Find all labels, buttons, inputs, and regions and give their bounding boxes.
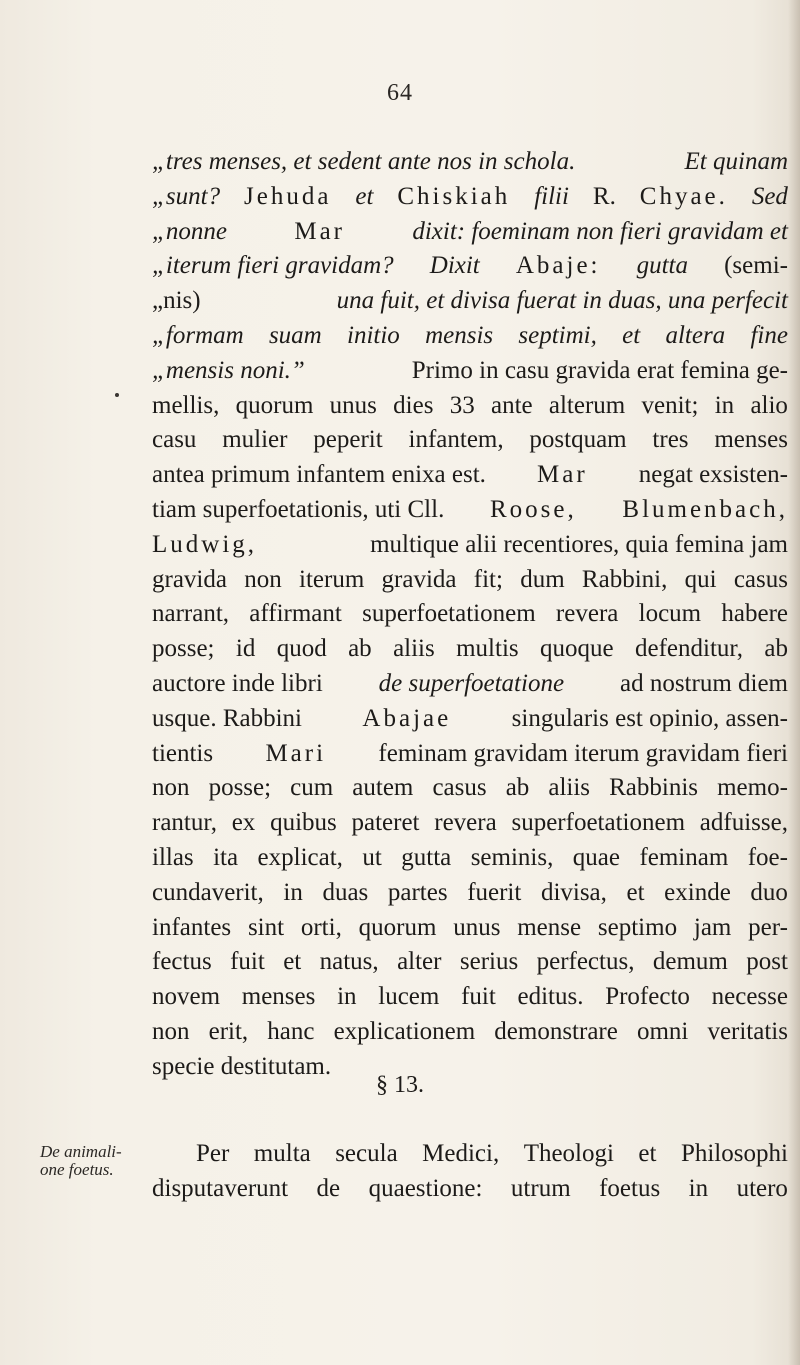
word: divisa, bbox=[540, 878, 607, 906]
text-segment: tientis bbox=[152, 739, 214, 767]
word: Rabbinis bbox=[609, 774, 699, 802]
word: 33 bbox=[449, 391, 475, 419]
text-segment bbox=[152, 844, 788, 872]
margin-dot bbox=[115, 393, 119, 397]
paragraph-main bbox=[152, 148, 788, 1088]
word: unus bbox=[329, 391, 377, 419]
text-segment: Roose, bbox=[489, 495, 577, 523]
text-segment bbox=[152, 774, 788, 802]
word: Philosophi bbox=[680, 1140, 788, 1167]
text-segment: Chyae. bbox=[639, 182, 728, 210]
word: pateret bbox=[351, 809, 420, 837]
word: autem bbox=[352, 774, 414, 802]
text-segment bbox=[152, 1018, 788, 1046]
word: aliis bbox=[393, 635, 435, 663]
text-line bbox=[152, 983, 788, 1018]
text-line bbox=[152, 461, 788, 496]
text-line bbox=[152, 218, 788, 253]
word: non bbox=[152, 1017, 190, 1045]
text-segment: antea primum infantem enixa est. bbox=[152, 461, 486, 489]
text-line bbox=[152, 879, 788, 914]
word: alterum bbox=[548, 391, 626, 419]
text-segment: „nis) bbox=[152, 287, 201, 315]
word: non bbox=[152, 774, 190, 802]
word: serius bbox=[459, 948, 519, 976]
word: suam bbox=[268, 321, 322, 349]
word: defenditur, bbox=[634, 635, 743, 663]
word: de bbox=[316, 1174, 341, 1202]
text-line bbox=[152, 774, 788, 809]
text-segment: Mar bbox=[537, 461, 588, 489]
word: erit, bbox=[208, 1017, 249, 1045]
word: dies bbox=[393, 391, 434, 419]
word: multa bbox=[253, 1140, 311, 1167]
word: perfectus, bbox=[536, 948, 635, 976]
word: in bbox=[688, 1174, 709, 1202]
word: utero bbox=[736, 1174, 788, 1202]
word: altera bbox=[665, 321, 726, 349]
word: necesse bbox=[711, 983, 788, 1011]
section-heading: § 13. bbox=[376, 1072, 424, 1098]
text-line bbox=[152, 287, 788, 322]
text-segment: multique alii recentiores, quia femina jam bbox=[370, 530, 788, 558]
word: duo bbox=[750, 878, 788, 906]
word: casus bbox=[432, 774, 487, 802]
word: ex bbox=[231, 809, 256, 837]
text-line bbox=[152, 1140, 788, 1175]
word: casu bbox=[152, 426, 197, 454]
word: affirmant bbox=[249, 600, 342, 628]
word: Theologi bbox=[523, 1140, 614, 1167]
word: ab bbox=[348, 635, 372, 663]
text-line bbox=[152, 740, 788, 775]
text-line bbox=[152, 148, 788, 183]
text-segment bbox=[152, 426, 788, 454]
word: mensis bbox=[425, 321, 494, 349]
word: per- bbox=[748, 913, 788, 941]
word: lucem bbox=[378, 983, 440, 1011]
word: foe- bbox=[747, 843, 788, 871]
word: quoque bbox=[540, 635, 614, 663]
word: demonstrare bbox=[494, 1017, 618, 1045]
text-segment bbox=[152, 948, 788, 976]
word: unus bbox=[453, 913, 501, 941]
word: seminis, bbox=[470, 843, 554, 871]
word: infantes bbox=[152, 913, 232, 941]
word: septimi, bbox=[518, 321, 597, 349]
word: „formam bbox=[152, 321, 244, 349]
word: revera bbox=[434, 809, 497, 837]
text-line bbox=[152, 566, 788, 601]
word: quibus bbox=[270, 809, 337, 837]
word: septimo bbox=[597, 913, 678, 941]
text-segment bbox=[152, 566, 788, 594]
text-segment: Primo in casu gravida erat femina ge- bbox=[411, 356, 788, 384]
word: dum bbox=[520, 565, 565, 593]
word: et bbox=[283, 948, 302, 976]
word: peperit bbox=[313, 426, 383, 454]
text-segment: „tres menses, et sedent ante nos in schola. bbox=[152, 148, 576, 175]
word: omni bbox=[636, 1017, 689, 1045]
word: postquam bbox=[529, 426, 627, 454]
paragraph-section-13 bbox=[152, 1140, 788, 1210]
word: superfoetationem bbox=[511, 809, 686, 837]
text-segment: Mar bbox=[294, 217, 345, 245]
word: infantem, bbox=[408, 426, 504, 454]
word: posse; bbox=[208, 774, 272, 802]
text-segment: Mari bbox=[265, 739, 327, 767]
text-segment: R. bbox=[592, 182, 616, 210]
text-line bbox=[152, 426, 788, 461]
word: superfoetationem bbox=[362, 600, 536, 628]
word: explicat, bbox=[257, 843, 343, 871]
text-segment: gutta bbox=[636, 252, 688, 280]
word: secula bbox=[335, 1140, 398, 1167]
text-segment: Abajae bbox=[362, 704, 452, 732]
text-segment: Chiskiah bbox=[397, 182, 511, 210]
word: alio bbox=[750, 391, 788, 419]
word: fine bbox=[750, 321, 788, 349]
text-segment: auctore inde libri bbox=[152, 669, 323, 697]
word: non bbox=[244, 565, 282, 593]
text-segment: Jehuda bbox=[244, 182, 332, 210]
text-segment: de superfoetatione bbox=[378, 669, 565, 697]
word: ab bbox=[505, 774, 530, 802]
word: ab bbox=[764, 635, 788, 663]
word: gravida bbox=[152, 565, 227, 593]
word: in bbox=[283, 878, 303, 906]
word: veritatis bbox=[707, 1017, 788, 1045]
text-segment: „sunt? bbox=[152, 182, 221, 210]
word: quorum bbox=[358, 913, 437, 941]
word: jam bbox=[693, 913, 732, 941]
text-segment: Abaje: bbox=[515, 252, 601, 280]
word: illas bbox=[152, 843, 194, 871]
word: casus bbox=[733, 565, 788, 593]
word: initio bbox=[347, 321, 400, 349]
text-segment bbox=[152, 1175, 788, 1203]
word: ut bbox=[362, 843, 382, 871]
text-segment: usque. Rabbini bbox=[152, 704, 302, 732]
word: demum bbox=[652, 948, 728, 976]
text-segment: et bbox=[355, 182, 374, 210]
text-segment: una fuit, et divisa fuerat in duas, una perfecit bbox=[336, 287, 788, 315]
text-line bbox=[152, 948, 788, 983]
text-line bbox=[152, 670, 788, 705]
word: aliis bbox=[548, 774, 591, 802]
text-segment: negat exsisten- bbox=[638, 461, 788, 489]
word: disputaverunt bbox=[152, 1174, 289, 1202]
text-segment: „iterum fieri gravidam? bbox=[152, 252, 394, 280]
word: ante bbox=[490, 391, 533, 419]
text-line bbox=[152, 1018, 788, 1053]
text-line bbox=[152, 183, 788, 218]
text-line bbox=[152, 496, 788, 531]
word: sint bbox=[247, 913, 285, 941]
text-segment: „nonne bbox=[152, 217, 227, 245]
word: ita bbox=[213, 843, 239, 871]
word: locum bbox=[638, 600, 702, 628]
text-segment: „mensis noni.” bbox=[152, 356, 305, 384]
word: fuit bbox=[230, 948, 265, 976]
text-line bbox=[152, 322, 788, 357]
word: quorum bbox=[235, 391, 314, 419]
text-segment bbox=[152, 392, 788, 420]
word: orti, bbox=[300, 913, 342, 941]
text-line bbox=[152, 392, 788, 427]
word: iterum bbox=[299, 565, 365, 593]
word: mellis, bbox=[152, 391, 220, 419]
word: menses bbox=[714, 426, 788, 454]
word: quod bbox=[276, 635, 327, 663]
text-segment bbox=[152, 809, 788, 837]
word: quaestione: bbox=[368, 1174, 483, 1202]
word: partes bbox=[387, 878, 448, 906]
word: natus, bbox=[319, 948, 379, 976]
word: adfuisse, bbox=[699, 809, 788, 837]
word: Profecto bbox=[605, 983, 690, 1011]
word: mense bbox=[517, 913, 582, 941]
word: exinde bbox=[664, 878, 731, 906]
page-number: 64 bbox=[387, 80, 413, 106]
text-segment: Ludwig, bbox=[152, 530, 258, 558]
word: fit; bbox=[473, 565, 503, 593]
word: fuit bbox=[461, 983, 496, 1011]
word: rantur, bbox=[152, 809, 217, 837]
text-line bbox=[152, 357, 788, 392]
word: venit; bbox=[641, 391, 699, 419]
word: et bbox=[638, 1140, 657, 1167]
word: post bbox=[746, 948, 788, 976]
text-line bbox=[152, 252, 788, 287]
word: gravida bbox=[381, 565, 457, 593]
word: in bbox=[714, 391, 735, 419]
text-segment: filii bbox=[534, 182, 569, 210]
word: habere bbox=[721, 600, 788, 628]
text-segment: dixit: foeminam non fieri gravidam et bbox=[412, 217, 788, 245]
word: in bbox=[337, 983, 357, 1011]
text-line bbox=[152, 600, 788, 635]
word: novem bbox=[152, 983, 221, 1011]
word: posse; bbox=[152, 635, 215, 663]
text-segment bbox=[152, 914, 788, 942]
text-segment bbox=[152, 322, 788, 350]
word: Per bbox=[196, 1140, 230, 1167]
margin-note bbox=[40, 1143, 165, 1179]
word: Rabbini, bbox=[581, 565, 668, 593]
word: quae bbox=[572, 843, 620, 871]
text-line bbox=[152, 531, 788, 566]
text-line bbox=[152, 705, 788, 740]
word: feminam bbox=[639, 843, 729, 871]
word: Medici, bbox=[422, 1140, 500, 1167]
word: fuerit bbox=[467, 878, 522, 906]
text-segment bbox=[152, 635, 788, 663]
text-segment: feminam gravidam iterum gravidam fieri bbox=[378, 739, 788, 767]
word: explicationem bbox=[333, 1017, 476, 1045]
text-segment: specie destitutam. bbox=[152, 1052, 332, 1080]
text-segment bbox=[152, 879, 788, 907]
text-line bbox=[152, 809, 788, 844]
word: et bbox=[622, 321, 641, 349]
text-segment: Sed bbox=[751, 182, 788, 210]
text-segment bbox=[196, 1140, 788, 1168]
word: hanc bbox=[267, 1017, 315, 1045]
text-line bbox=[152, 844, 788, 879]
word: mulier bbox=[222, 426, 288, 454]
word: id bbox=[235, 635, 256, 663]
text-segment: Blumenbach, bbox=[622, 495, 788, 523]
word: duas bbox=[322, 878, 369, 906]
word: cundaverit, bbox=[152, 878, 264, 906]
word: fectus bbox=[152, 948, 212, 976]
text-segment bbox=[152, 983, 788, 1011]
text-segment: Dixit bbox=[429, 252, 480, 280]
text-segment: ad nostrum diem bbox=[619, 669, 788, 697]
text-line bbox=[152, 635, 788, 670]
word: et bbox=[626, 878, 645, 906]
word: memo- bbox=[717, 774, 788, 802]
word: tres bbox=[652, 426, 689, 454]
word: editus. bbox=[517, 983, 584, 1011]
word: foetus bbox=[599, 1174, 661, 1202]
word: multis bbox=[456, 635, 519, 663]
word: cum bbox=[290, 774, 334, 802]
text-segment: (semi- bbox=[724, 252, 788, 280]
margin-note-line: De animali- bbox=[40, 1142, 122, 1161]
word: qui bbox=[684, 565, 717, 593]
word: alter bbox=[397, 948, 442, 976]
text-segment bbox=[152, 600, 788, 628]
text-segment: Et quinam bbox=[684, 148, 788, 175]
text-segment: singularis est opinio, assen- bbox=[511, 704, 788, 732]
word: revera bbox=[555, 600, 619, 628]
text-line bbox=[152, 914, 788, 949]
page-edge-shadow bbox=[788, 0, 800, 1365]
word: utrum bbox=[510, 1174, 571, 1202]
text-segment: tiam superfoetationis, uti Cll. bbox=[152, 495, 445, 523]
word: gutta bbox=[401, 843, 452, 871]
margin-note-line: one foetus. bbox=[40, 1160, 114, 1179]
word: narrant, bbox=[152, 600, 230, 628]
text-line bbox=[152, 1175, 788, 1210]
word: menses bbox=[241, 983, 316, 1011]
